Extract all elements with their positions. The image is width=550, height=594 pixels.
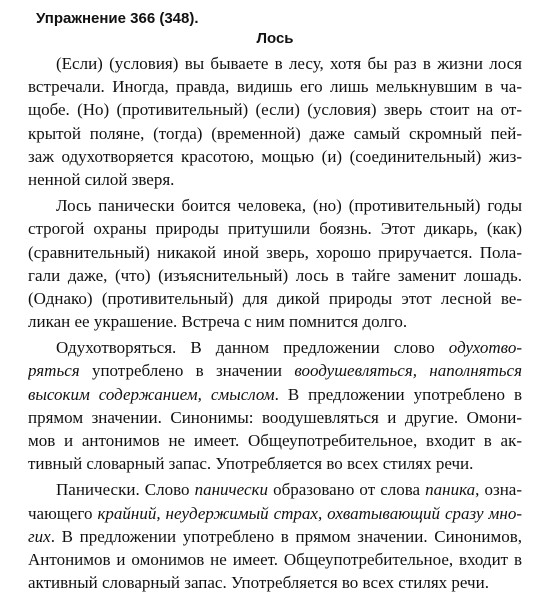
- text-line: [28, 336, 522, 359]
- text-line: [28, 145, 522, 168]
- text-line: [28, 287, 522, 310]
- italic-term: панически: [194, 480, 268, 500]
- italic-term: ряться: [28, 361, 80, 381]
- text-segment: , озна-: [475, 480, 522, 500]
- text-line: [28, 548, 522, 571]
- text-segment: . В предложении употреблено в прямом значении. Синонимов,: [50, 526, 522, 546]
- text-segment: Лось панически боится человека, (но) (противительный) годы: [56, 196, 522, 216]
- text-segment: Панически. Слово: [56, 480, 195, 500]
- text-line: [28, 571, 522, 594]
- text-segment: щобе. (Но) (противительный) (если) (условия) зверь стоит на от-: [28, 100, 522, 120]
- text-segment: мов и антонимов не имеет. Общеупотребительное, входит в ак-: [28, 431, 522, 450]
- italic-term: высоким содержанием, смыслом: [28, 384, 275, 404]
- text-segment: Антонимов и омонимов не имеет. Общеупотребительное, входит в: [28, 549, 522, 569]
- text-line: [28, 264, 522, 287]
- text-line: [28, 406, 522, 429]
- text-segment: Одухотворяться. В данном предложении слово: [56, 338, 449, 358]
- text-line: [28, 383, 522, 406]
- text-segment: встречали. Иногда, правда, видишь его лишь мелькнувшим в ча-: [28, 77, 522, 97]
- text-segment: ненной силой зверя.: [28, 169, 175, 189]
- text-segment: (сравнительный) никакой иной зверь, хорошо приручается. Пола-: [28, 242, 522, 262]
- text-line: [28, 75, 522, 98]
- exercise-heading: Упражнение 366 (348).: [36, 10, 199, 27]
- paragraph-1: [28, 52, 522, 191]
- paragraph-3: [28, 336, 522, 475]
- text-line: [28, 168, 522, 191]
- paragraph-2: [28, 194, 522, 333]
- paragraph-4: [28, 478, 522, 594]
- text-segment: тивный словарный запас. Употребляется во всех стилях речи.: [28, 454, 474, 474]
- text-segment: строгой охраны природы притушили боязнь. Этот дикарь, (как): [28, 219, 522, 239]
- text-line: [28, 452, 522, 475]
- text-line: [28, 241, 522, 264]
- text-segment: заж одухотворяется красотою, мощью (и) (соединительный) жиз-: [28, 146, 522, 166]
- text-segment: прямом значении. Синонимы: воодушевляться и другие. Омони-: [28, 407, 522, 427]
- italic-term: крайний, неудержимый страх, охватывающий сразу мно-: [97, 503, 522, 523]
- text-segment: гали даже, (что) (изъяснительный) лось в тайге заменит лошадь.: [28, 265, 522, 285]
- italic-term: воодушевляться, наполняться: [294, 361, 522, 381]
- text-segment: употреблено в значении: [79, 361, 295, 381]
- text-line: [28, 122, 522, 145]
- text-segment: (Однако) (противительный) для дикой природы этот лесной ве-: [28, 288, 522, 308]
- text-line: [28, 478, 522, 501]
- text-title: Лось: [256, 30, 294, 47]
- text-line: [28, 359, 522, 382]
- text-line: [28, 217, 522, 240]
- italic-term: паника: [425, 480, 476, 500]
- text-line: [28, 98, 522, 121]
- text-segment: . В предложении употреблено в: [274, 384, 522, 404]
- text-segment: образовано от слова: [267, 480, 426, 500]
- text-line: [28, 429, 522, 452]
- text-segment: ликан ее украшение. Встреча с ним помнится долго.: [28, 312, 408, 332]
- text-line: [28, 525, 522, 548]
- italic-term: одухотво-: [448, 338, 522, 358]
- text-segment: крытой поляне, (тогда) (временной) даже самый скромный пей-: [28, 123, 522, 143]
- text-segment: чающего: [28, 503, 98, 523]
- text-segment: (Если) (условия) вы бываете в лесу, хотя бы раз в жизни лося: [56, 54, 522, 73]
- text-line: [28, 502, 522, 525]
- text-line: [28, 194, 522, 217]
- text-line: [28, 52, 522, 75]
- italic-term: гих: [28, 526, 51, 546]
- text-segment: активный словарный запас. Употребляется во всех стилях речи.: [28, 573, 489, 593]
- text-line: [28, 310, 522, 333]
